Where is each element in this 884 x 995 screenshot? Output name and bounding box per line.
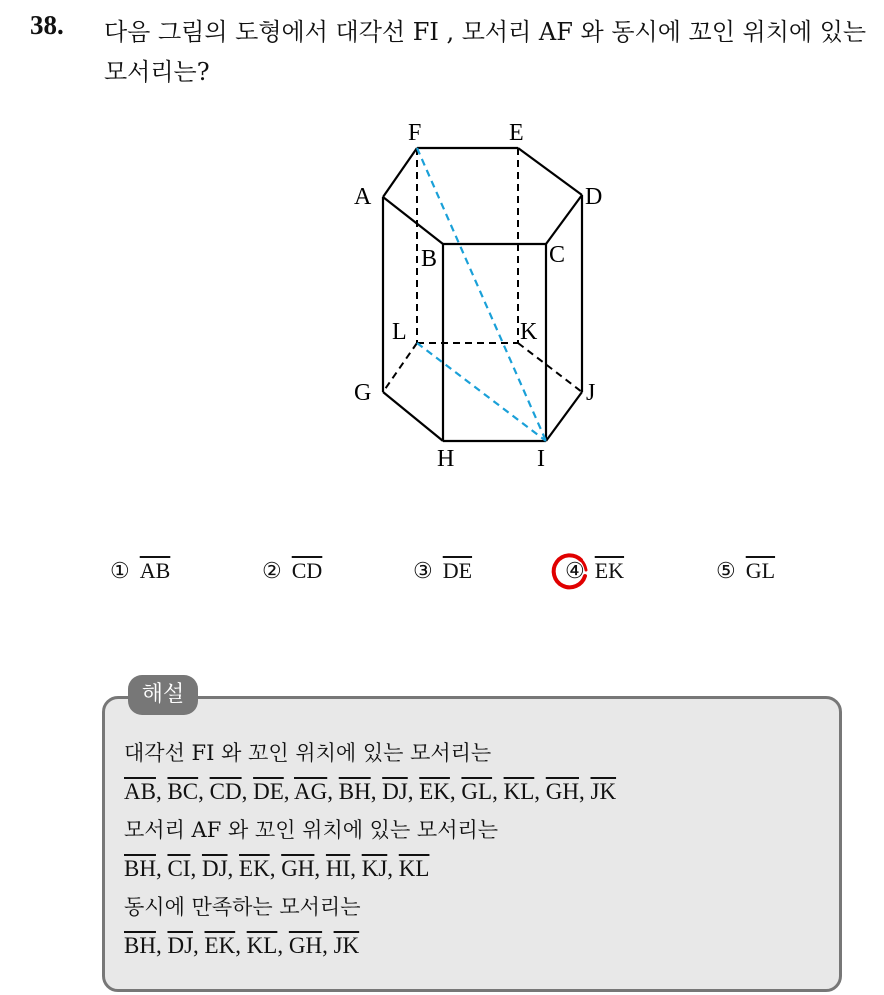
choice-number: ③	[413, 558, 433, 583]
segment-list-3: $\overline{BH}$, $\overline{DJ}$, $\overline{EK}$, $\overline{KL}$, $\overline{GH}$, $\overline{JK}$	[124, 932, 360, 958]
choice-3[interactable]	[413, 558, 472, 584]
segment-DJ: $\overline{DJ}$	[382, 778, 408, 804]
choice-segment: $\overline{DE}$	[442, 558, 473, 583]
choice-2[interactable]	[262, 558, 322, 584]
choice-number: ⑤	[716, 558, 736, 583]
hidden-edges	[383, 148, 582, 392]
question-text: 다음 그림의 도형에서 대각선 FI , 모서리 AF 와 동시에 꼬인 위치에 있는 모서리는?	[104, 18, 867, 86]
choice-segment: $\overline{CD}$	[291, 558, 323, 583]
label-C: C	[549, 242, 566, 268]
explanation-line-2: 모서리 AF 와 꼬인 위치에 있는 모서리는	[124, 818, 499, 842]
segment-GH: $\overline{GH}$	[545, 778, 579, 804]
segment-BH: $\overline{BH}$	[124, 855, 156, 881]
segment-KL: $\overline{KL}$	[398, 855, 430, 881]
segment-CI: $\overline{CI}$	[167, 855, 191, 881]
question-number: 38.	[30, 10, 64, 40]
label-J: J	[586, 380, 596, 406]
segment-JK: $\overline{JK}$	[590, 778, 617, 804]
segment-list-1: $\overline{AB}$, $\overline{BC}$, $\overline{CD}$, $\overline{DE}$, $\overline{AG}$, $\overline{BH}$, $\overline{DJ}$, $\overline{EK}$, $\overline{GL}$, $\overline{KL}$, $\overline{GH}$, $\overline{JK}$	[124, 778, 617, 804]
segment-BH: $\overline{BH}$	[338, 778, 371, 804]
segment-AG: $\overline{AG}$	[294, 778, 328, 804]
segment-KJ: $\overline{KJ}$	[361, 855, 388, 881]
choice-segment: $\overline{EK}$	[594, 558, 625, 583]
label-K: K	[520, 319, 538, 345]
label-D: D	[585, 184, 603, 210]
label-F: F	[408, 120, 422, 146]
segment-KL: $\overline{KL}$	[246, 932, 278, 958]
label-H: H	[437, 446, 455, 472]
segment-DE: $\overline{DE}$	[253, 778, 284, 804]
choice-number: ②	[262, 558, 282, 583]
explanation-content	[124, 734, 824, 965]
label-E: E	[509, 120, 524, 146]
label-G: G	[354, 380, 372, 406]
segment-BH: $\overline{BH}$	[124, 932, 156, 958]
label-B: B	[421, 246, 438, 272]
label-L: L	[392, 319, 407, 345]
diagonal-fi	[417, 148, 546, 441]
choice-number: ①	[110, 558, 130, 583]
segment-CD: $\overline{CD}$	[209, 778, 242, 804]
segment-DJ: $\overline{DJ}$	[201, 855, 228, 881]
choice-5[interactable]	[716, 558, 775, 584]
choice-number: ④	[565, 558, 585, 583]
segment-DJ: $\overline{DJ}$	[167, 932, 194, 958]
choice-4[interactable]	[565, 558, 624, 584]
segment-KL: $\overline{KL}$	[503, 778, 535, 804]
segment-JK: $\overline{JK}$	[333, 932, 360, 958]
segment-EK: $\overline{EK}$	[239, 855, 270, 881]
segment-GH: $\overline{GH}$	[281, 855, 315, 881]
segment-EK: $\overline{EK}$	[419, 778, 450, 804]
hexagonal-prism-figure	[340, 110, 620, 480]
choice-segment: $\overline{GL}$	[745, 558, 776, 583]
choice-1[interactable]	[110, 558, 170, 584]
segment-GH: $\overline{GH}$	[288, 932, 323, 958]
segment-GL: $\overline{GL}$	[461, 778, 493, 804]
segment-EK: $\overline{EK}$	[204, 932, 236, 958]
segment-list-2: $\overline{BH}$, $\overline{CI}$, $\overline{DJ}$, $\overline{EK}$, $\overline{GH}$, $\overline{HI}$, $\overline{KJ}$, $\overline{KL}$	[124, 855, 430, 881]
explanation-line-3: 동시에 만족하는 모서리는	[124, 895, 361, 919]
segment-AB: $\overline{AB}$	[124, 778, 156, 804]
segment-BC: $\overline{BC}$	[167, 778, 199, 804]
explanation-tag: 해설	[128, 675, 198, 715]
label-I: I	[537, 446, 545, 472]
choice-segment: $\overline{AB}$	[139, 558, 171, 583]
answer-choices	[100, 558, 860, 598]
label-A: A	[354, 184, 372, 210]
segment-HI: $\overline{HI}$	[325, 855, 351, 881]
explanation-line-1: 대각선 FI 와 꼬인 위치에 있는 모서리는	[124, 741, 492, 765]
